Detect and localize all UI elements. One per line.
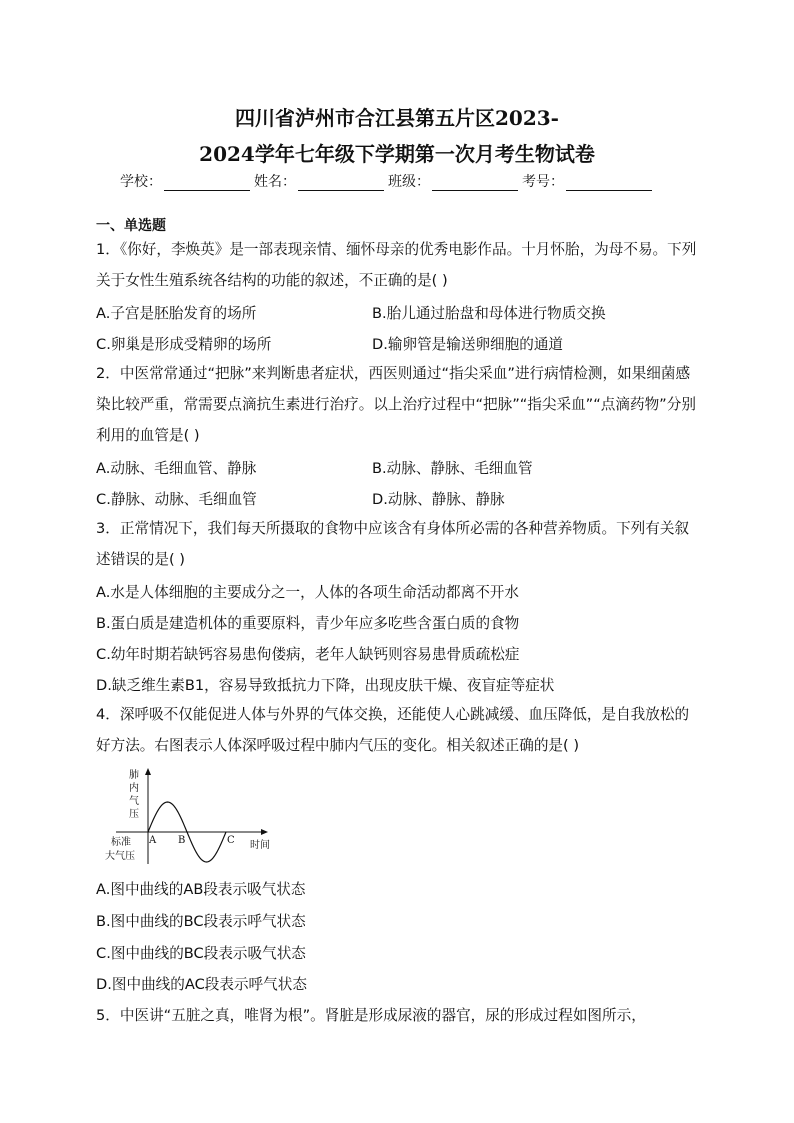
question-4-option-d[interactable]: D.图中曲线的AC段表示呼气状态 xyxy=(96,976,307,993)
question-3-option-b[interactable]: B.蛋白质是建造机体的重要原料，青少年应多吃些含蛋白质的食物 xyxy=(96,615,520,632)
student-info-row xyxy=(120,171,680,191)
exam-number-field[interactable]: 考号： xyxy=(522,171,652,191)
school-field[interactable]: 学校： xyxy=(120,171,250,191)
x-axis-label: 时间 xyxy=(250,840,270,851)
question-4-stem: 4．深呼吸不仅能促进人体与外界的气体交换，还能使人心跳减缓、血压降低，是自我放松的好方法。右图表示人体深呼吸过程中肺内气压的变化。相关叙述正确的是( ) xyxy=(96,706,690,754)
y-axis-label-char: 气 xyxy=(129,796,139,807)
question-3-option-d[interactable]: D.缺乏维生素B1，容易导致抵抗力下降，出现皮肤干燥、夜盲症等症状 xyxy=(96,677,555,694)
section-title: 一、单选题 xyxy=(96,218,166,234)
question-1-stem: 1．《你好，李焕英》是一部表现亲情、缅怀母亲的优秀电影作品。十月怀胎，为母不易。下列关于女性生殖系统各结构的功能的叙述，不正确的是( ) xyxy=(96,241,697,289)
point-label-a: A xyxy=(149,835,157,846)
y-axis-arrow xyxy=(145,768,151,775)
question-4-option-b[interactable]: B.图中曲线的BC段表示呼气状态 xyxy=(96,913,306,930)
question-2-option-b[interactable]: B.动脉、静脉、毛细血管 xyxy=(372,460,533,477)
lung-pressure-chart xyxy=(96,766,286,866)
page-title-line2: 2024学年七年级下学期第一次月考生物试卷 xyxy=(199,142,595,166)
x-axis-arrow xyxy=(261,829,268,835)
question-2-stem: 2．中医常常通过“把脉”来判断患者症状，西医则通过“指尖采血”进行病情检测，如果细菌感染比较严重，常需要点滴抗生素进行治疗。以上治疗过程中“把脉”“指尖采血”“点滴药物”分别利用的血管是( ) xyxy=(96,365,696,444)
y-axis-label-char: 肺 xyxy=(129,770,139,781)
class-field[interactable]: 班级： xyxy=(388,171,518,191)
point-label-b: B xyxy=(178,835,186,846)
question-3-option-c[interactable]: C.幼年时期若缺钙容易患佝偻病，老年人缺钙则容易患骨质疏松症 xyxy=(96,646,520,663)
point-label-c: C xyxy=(227,835,235,846)
question-1-option-a[interactable]: A.子宫是胚胎发育的场所 xyxy=(96,305,257,322)
question-2-option-d[interactable]: D.动脉、静脉、静脉 xyxy=(372,491,505,508)
y-axis-label-char: 压 xyxy=(129,809,139,820)
y-axis-label-char: 内 xyxy=(129,783,139,794)
baseline-label-line: 大气压 xyxy=(105,851,135,862)
baseline-label-line: 标准 xyxy=(111,837,131,848)
question-1-option-b[interactable]: B.胎儿通过胎盘和母体进行物质交换 xyxy=(372,305,606,322)
question-4-option-a[interactable]: A.图中曲线的AB段表示吸气状态 xyxy=(96,881,306,898)
page-title-line1: 四川省泸州市合江县第五片区2023- xyxy=(235,106,559,130)
question-2-option-a[interactable]: A.动脉、毛细血管、静脉 xyxy=(96,460,257,477)
name-field[interactable]: 姓名： xyxy=(254,171,384,191)
question-2-option-c[interactable]: C.静脉、动脉、毛细血管 xyxy=(96,491,257,508)
question-4-option-c[interactable]: C.图中曲线的BC段表示吸气状态 xyxy=(96,945,306,962)
question-3-option-a[interactable]: A.水是人体细胞的主要成分之一，人体的各项生命活动都离不开水 xyxy=(96,584,519,601)
question-1-option-c[interactable]: C.卵巢是形成受精卵的场所 xyxy=(96,336,272,353)
question-5-stem: 5．中医讲“五脏之真，唯肾为根”。肾脏是形成尿液的器官，尿的形成过程如图所示， xyxy=(96,1007,646,1024)
question-3-stem: 3．正常情况下，我们每天所摄取的食物中应该含有身体所必需的各种营养物质。下列有关叙述错误的是( ) xyxy=(96,520,690,568)
question-1-option-d[interactable]: D.输卵管是输送卵细胞的通道 xyxy=(372,336,564,353)
